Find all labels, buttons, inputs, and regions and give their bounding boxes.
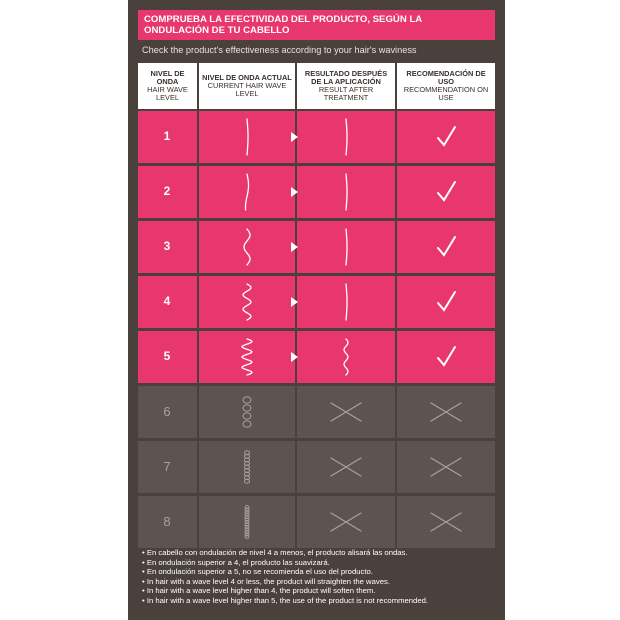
chart-subtitle: Check the product's effectiveness according to your hair's waviness — [142, 45, 417, 55]
recommendation-cell — [397, 111, 495, 163]
wave-level-number: 6 — [163, 404, 171, 419]
wave-level-number: 1 — [163, 129, 171, 143]
wave-level-number: 7 — [163, 459, 171, 474]
recommendation-cell — [397, 166, 495, 218]
wave-level-number: 2 — [163, 184, 171, 198]
header-recommendation: RECOMENDACIÓN DE USO RECOMMENDATION ON USE — [397, 63, 495, 109]
usage-notes — [142, 548, 502, 606]
current-wave-cell — [199, 496, 295, 548]
header-current-wave-level: NIVEL DE ONDA ACTUAL CURRENT HAIR WAVE LEVEL — [199, 63, 295, 109]
recommendation-cell — [397, 221, 495, 273]
wave-level-number: 3 — [163, 239, 171, 253]
note-item: • En cabello con ondulación de nivel 4 a menos, el producto alisará las ondas. — [142, 548, 408, 557]
wave-level-number: 4 — [163, 294, 171, 308]
header-result-after-treatment: RESULTADO DESPUÉS DE LA APLICACIÓN RESULT AFTER TREATMENT — [297, 63, 395, 109]
arrow-right-icon — [291, 132, 298, 142]
arrow-right-icon — [291, 352, 298, 362]
arrow-right-icon — [291, 187, 298, 197]
chart-title: COMPRUEBA LA EFECTIVIDAD DEL PRODUCTO, SEGÚN LA ONDULACIÓN DE TU CABELLO — [138, 10, 495, 40]
note-item: • In hair with a wave level higher than 5, the use of the product is not recommended. — [142, 595, 429, 605]
recommendation-cell — [397, 331, 495, 383]
wave-level-chart-panel — [128, 0, 505, 620]
wave-level-number: 5 — [163, 349, 171, 363]
note-item: • En ondulación superior a 4, el producto las suavizará. — [142, 557, 330, 567]
wave-level-number: 8 — [163, 514, 171, 529]
arrow-right-icon — [291, 297, 298, 307]
current-wave-cell — [199, 441, 295, 493]
note-item: • In hair with a wave level higher than 4, the product will soften them. — [142, 586, 376, 596]
note-item: • En ondulación superior a 5, no se recomienda el uso del producto. — [142, 567, 373, 577]
current-wave-cell — [199, 386, 295, 438]
note-item: • In hair with a wave level 4 or less, the product will straighten the waves. — [142, 576, 390, 586]
row-icons-8 — [128, 0, 129, 1]
header-hair-wave-level: NIVEL DE ONDA HAIR WAVE LEVEL — [138, 63, 197, 109]
arrow-right-icon — [291, 242, 298, 252]
recommendation-cell — [397, 276, 495, 328]
